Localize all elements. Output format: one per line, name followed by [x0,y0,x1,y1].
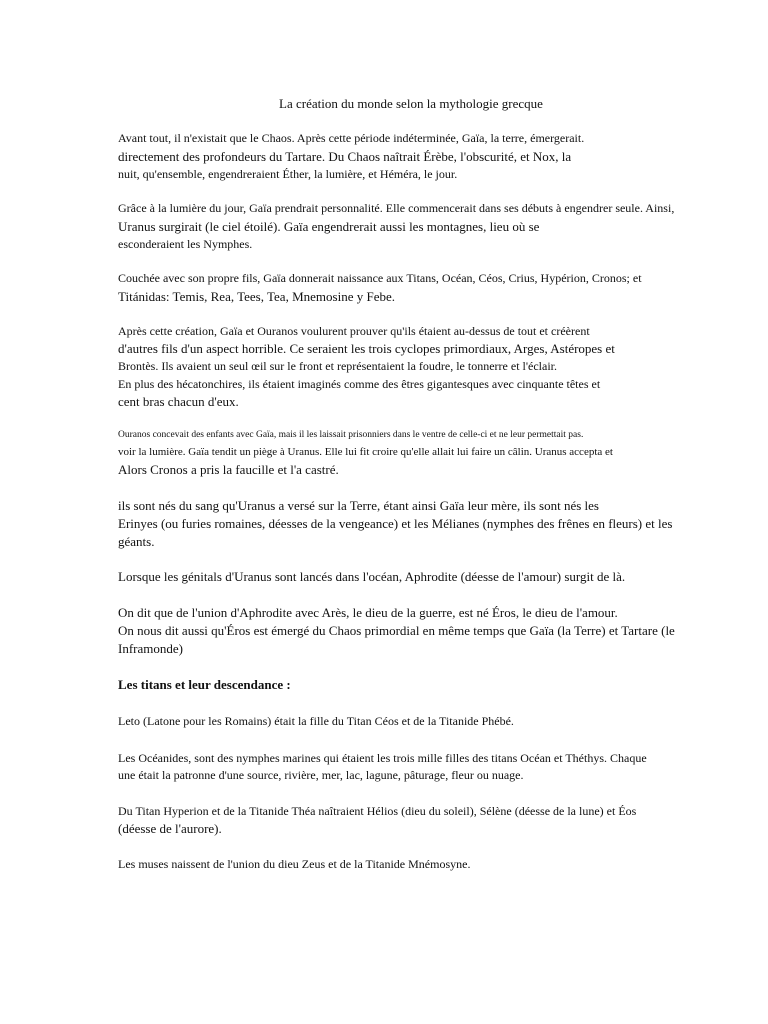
text-line: géants. [118,534,155,549]
paragraph-titans [118,270,704,306]
document-page [118,96,704,874]
text-line: Ouranos concevait des enfants avec Gaïa, mais il les laissait prisonniers dans le ventre de celle-ci et ne leur permettait pas. [118,430,584,440]
paragraph-gaia [118,200,704,253]
text-line: Brontès. Ils avaient un seul œil sur le front et représentaient la foudre, le tonnerre et l'éclair. [118,359,558,373]
text-line: Couchée avec son propre fils, Gaïa donnerait naissance aux Titans, Océan, Céos, Crius, Hypérion, Cronos; et [118,271,642,285]
text-line: Leto (Latone pour les Romains) était la fille du Titan Céos et de la Titanide Phébé. [118,714,514,728]
text-line: Du Titan Hyperion et de la Titanide Théa naîtraient Hélios (dieu du soleil), Sélène (déesse de la lune) et Éos [118,803,637,818]
text-line: Inframonde) [118,641,183,656]
text-line: Lorsque les génitals d'Uranus sont lancés dans l'océan, Aphrodite (déesse de l'amour) surgit de là. [118,569,626,584]
text-line: nuit, qu'ensemble, engendreraient Éther, la lumière, et Héméra, le jour. [118,166,458,181]
text-line: En plus des hécatonchires, ils étaient imaginés comme des êtres gigantesques avec cinquante têtes et [118,376,601,391]
text-line: Erinyes (ou furies romaines, déesses de la vengeance) et les Mélianes (nymphes des frênes en fleurs) et les [118,516,673,531]
paragraph-helios [118,803,704,839]
paragraph-eros [118,604,704,658]
text-line: Avant tout, il n'existait que le Chaos. Après cette période indéterminée, Gaïa, la terre, émergerait. [118,131,585,145]
paragraph-muses [118,856,704,874]
text-line: Après cette création, Gaïa et Ouranos voulurent prouver qu'ils étaient au-dessus de tout et créèrent [118,323,590,338]
text-line: esconderaient les Nymphes. [118,236,253,251]
paragraph-origins [118,130,704,183]
text-line: voir la lumière. Gaïa tendit un piège à Uranus. Elle lui fit croire qu'elle allait lui faire un câlin. Uranus accepta et [118,446,613,458]
text-line: Uranus surgirait (le ciel étoilé). Gaïa engendrerait aussi les montagnes, lieu où se [118,218,540,234]
text-line: cent bras chacun d'eux. [118,394,239,409]
text-line: Grâce à la lumière du jour, Gaïa prendrait personnalité. Elle commencerait dans ses débuts à engendrer seule. Ainsi, [118,201,675,215]
text-line: une était la patronne d'une source, rivière, mer, lac, lagune, pâturage, fleur ou nuage. [118,768,524,782]
text-line: (déesse de l'aurore). [118,821,222,836]
paragraph-ouranos [118,427,704,479]
text-line: d'autres fils d'un aspect horrible. Ce seraient les trois cyclopes primordiaux, Arges, Astéropes et [118,341,615,356]
text-line: On dit que de l'union d'Aphrodite avec Arès, le dieu de la guerre, est né Éros, le dieu de l'amour. [118,605,618,620]
section-heading [118,676,704,694]
text-line: Alors Cronos a pris la faucille et l'a castré. [118,462,339,477]
section-heading-text: Les titans et leur descendance : [118,677,291,692]
paragraph-leto [118,713,704,731]
text-line: Titánidas: Temis, Rea, Tees, Tea, Mnemosine y Febe. [118,288,395,304]
paragraph-erinyes [118,497,704,551]
paragraph-aphrodite [118,568,704,586]
page-title: La création du monde selon la mythologie grecque [279,96,543,111]
text-line: Les muses naissent de l'union du dieu Zeus et de la Titanide Mnémosyne. [118,857,471,871]
text-line: ils sont nés du sang qu'Uranus a versé sur la Terre, étant ainsi Gaïa leur mère, ils sont nés les [118,498,599,513]
text-line: directement des profondeurs du Tartare. Du Chaos naîtrait Érèbe, l'obscurité, et Nox, la [118,148,572,164]
text-line: Les Océanides, sont des nymphes marines qui étaient les trois mille filles des titans Océan et Théthys. Chaque [118,750,647,765]
text-line: On nous dit aussi qu'Éros est émergé du Chaos primordial en même temps que Gaïa (la Terre) et Tartare (le [118,623,675,638]
paragraph-oceanides [118,750,704,785]
paragraph-cyclopes [118,323,704,412]
